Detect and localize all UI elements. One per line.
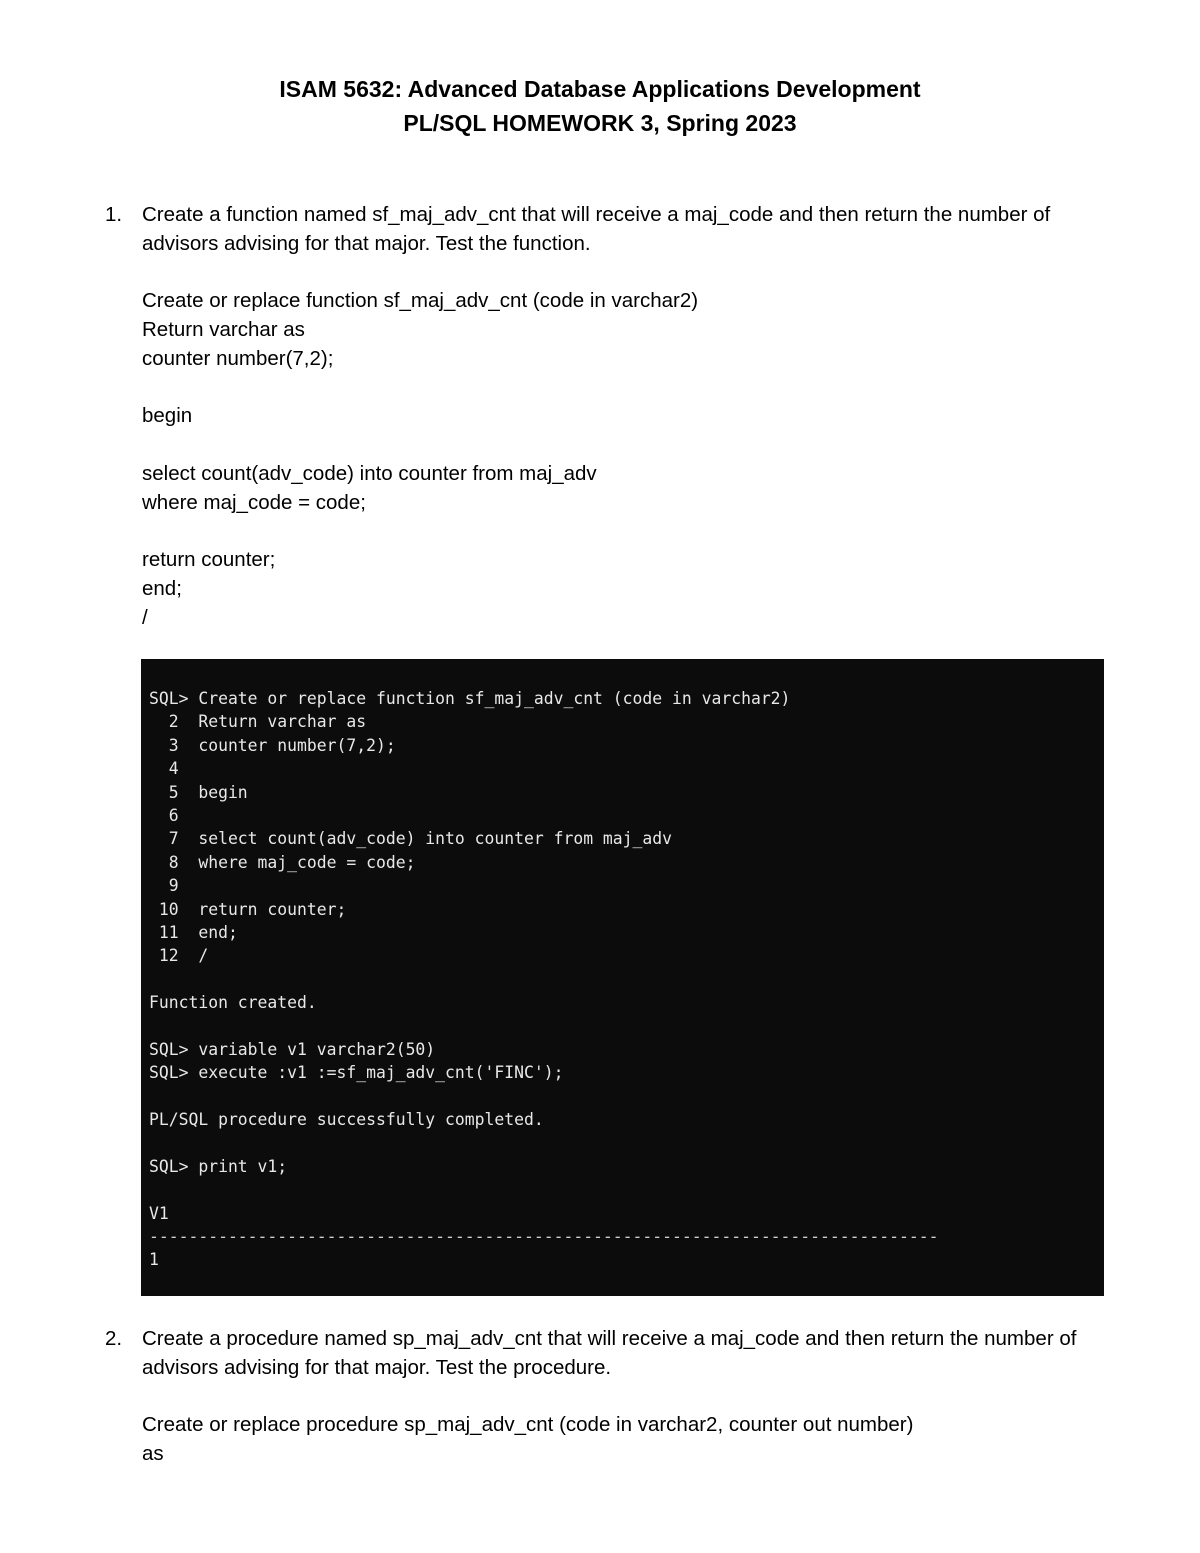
document-title: ISAM 5632: Advanced Database Applications Development — [279, 76, 921, 102]
question-2-text: Create a procedure named sp_maj_adv_cnt that will receive a maj_code and then return the number of advisors advising for that major. Test the procedure. — [142, 1327, 1077, 1379]
code-line: Return varchar as — [142, 317, 305, 341]
terminal-line: 12 / — [149, 946, 209, 966]
terminal-line: 7 select count(adv_code) into counter from maj_adv — [149, 829, 673, 849]
code-line: where maj_code = code; — [142, 490, 366, 514]
terminal-line: PL/SQL procedure successfully completed. — [149, 1110, 544, 1130]
terminal-line: SQL> execute :v1 :=sf_maj_adv_cnt('FINC'); — [149, 1063, 564, 1083]
terminal-line — [149, 1014, 1104, 1037]
code-line — [142, 517, 1117, 546]
terminal-divider: -------------------------------------------------------------------------------- — [149, 1226, 939, 1246]
terminal-line — [149, 1131, 1104, 1154]
code-line: select count(adv_code) into counter from maj_adv — [142, 461, 597, 485]
terminal-line: SQL> print v1; — [149, 1156, 288, 1176]
question-2-number: 2. — [105, 1327, 123, 1350]
question-2-code — [142, 1411, 1117, 1469]
terminal-line: 9 — [149, 876, 179, 896]
terminal-line: Function created. — [149, 993, 317, 1013]
code-line — [142, 373, 1117, 402]
code-line — [142, 431, 1117, 460]
terminal-line: 8 where maj_code = code; — [149, 852, 416, 872]
question-1-text: Create a function named sf_maj_adv_cnt that will receive a maj_code and then return the number of advisors advising for that major. Test the function. — [142, 203, 1051, 255]
terminal-line: V1 — [149, 1203, 169, 1223]
code-line: return counter; — [142, 548, 276, 572]
terminal-line: 1 — [149, 1250, 159, 1270]
terminal-line: SQL> Create or replace function sf_maj_adv_cnt (code in varchar2) — [149, 689, 791, 708]
code-line: Create or replace procedure sp_maj_adv_cnt (code in varchar2, counter out number) — [142, 1413, 914, 1436]
question-1-number: 1. — [105, 203, 123, 226]
terminal-line: SQL> variable v1 varchar2(50) — [149, 1039, 436, 1059]
question-1-code — [142, 287, 1117, 633]
sqlplus-terminal-screenshot — [141, 659, 1104, 1296]
code-line: / — [142, 605, 148, 629]
code-line: counter number(7,2); — [142, 346, 334, 370]
terminal-line — [149, 968, 1104, 991]
terminal-line: 6 — [149, 805, 179, 825]
terminal-line: 2 Return varchar as — [149, 712, 367, 732]
document-subtitle: PL/SQL HOMEWORK 3, Spring 2023 — [403, 110, 797, 136]
terminal-line: 10 return counter; — [149, 899, 347, 919]
code-line: begin — [142, 404, 193, 428]
code-line: end; — [142, 576, 182, 600]
code-line: Create or replace function sf_maj_adv_cnt (code in varchar2) — [142, 289, 699, 312]
terminal-line — [149, 1178, 1104, 1201]
code-line: as — [142, 1441, 164, 1465]
terminal-line: 3 counter number(7,2); — [149, 735, 396, 755]
terminal-line: 11 end; — [149, 922, 238, 942]
terminal-line: 4 — [149, 759, 179, 779]
terminal-line: 5 begin — [149, 782, 248, 802]
terminal-line — [149, 1085, 1104, 1108]
